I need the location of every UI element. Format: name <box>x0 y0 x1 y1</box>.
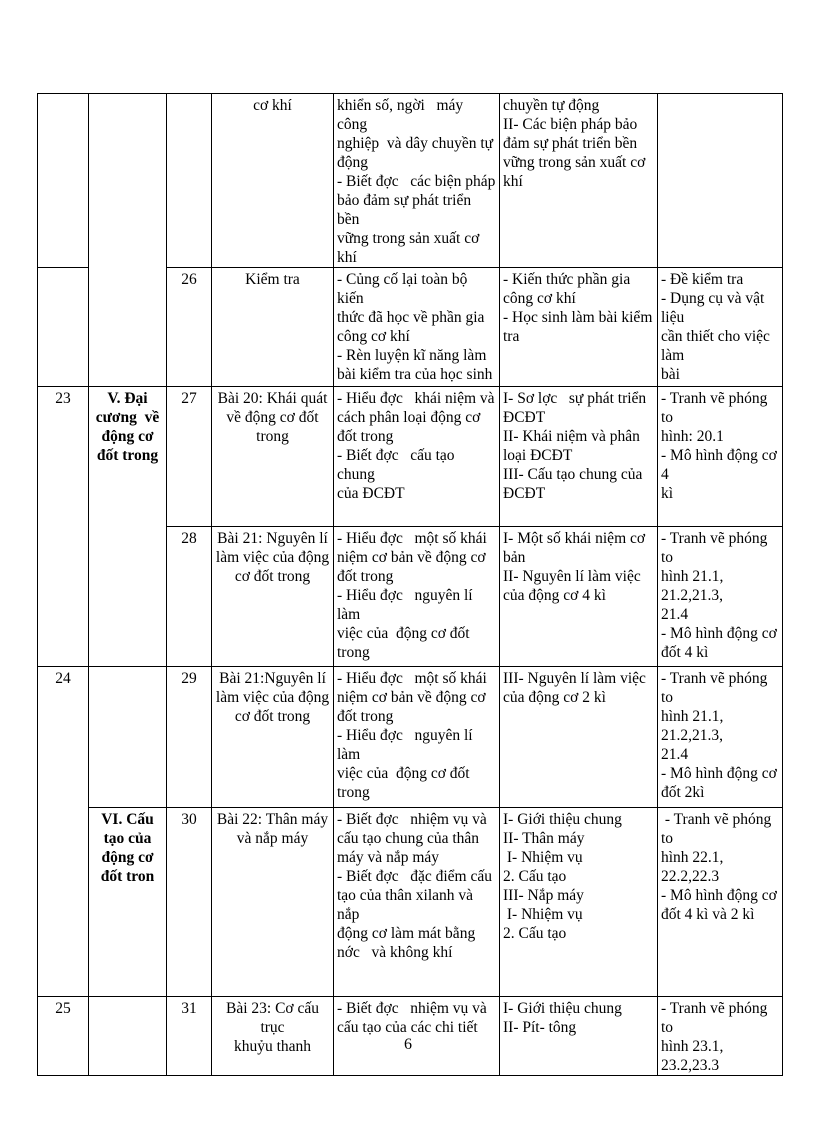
cell-line: bảo đảm sự phát triển bền <box>337 192 475 228</box>
cell-line: vững trong sản xuất cơ khí <box>337 230 484 266</box>
cell-line: động cơ <box>101 849 154 866</box>
cell-line: và nắp máy <box>236 830 309 847</box>
cell-line: trong <box>337 644 370 661</box>
cell-line: II- Khái niệm và phân <box>503 428 640 445</box>
lesson-cell: cơ khí <box>212 94 334 268</box>
week-cell: 25 <box>38 997 89 1076</box>
cell-line: đốt trong <box>337 708 394 725</box>
cell-line: I- Nhiệm vụ <box>503 849 583 866</box>
cell-line: - Tranh vẽ phóng to <box>661 670 772 706</box>
chapter-cell <box>89 667 167 808</box>
objectives-cell <box>334 387 500 527</box>
period-cell: 29 <box>167 667 212 808</box>
cell-line: đốt 4 kì và 2 kì <box>661 906 755 923</box>
cell-line: cần thiết cho việc làm <box>661 328 774 364</box>
period-cell: 31 <box>167 997 212 1076</box>
table-row <box>38 808 783 997</box>
cell-line: làm việc của động <box>215 689 330 706</box>
chapter-cell <box>89 94 167 268</box>
cell-line: trong <box>256 428 289 445</box>
cell-line: - Biết đợc đặc điểm cấu <box>337 868 492 885</box>
materials-cell <box>658 527 783 667</box>
objectives-cell <box>334 268 500 387</box>
lesson-plan-table <box>37 93 783 1076</box>
cell-line: động cơ <box>101 428 154 445</box>
cell-line: việc của động cơ đốt <box>337 765 470 782</box>
week-cell <box>38 94 89 268</box>
cell-line: kì <box>661 485 674 502</box>
cell-line: đốt 2kì <box>661 784 705 801</box>
cell-line: II- Nguyên lí làm việc <box>503 568 641 585</box>
cell-line: đốt trong <box>96 447 159 464</box>
cell-line: - Biết đợc các biện pháp <box>337 173 496 190</box>
cell-line: đốt tron <box>100 868 155 885</box>
cell-line: đốt 4 kì <box>661 644 709 661</box>
cell-line: V. Đại <box>107 390 148 407</box>
cell-line: - Mô hình động cơ 4 <box>661 447 781 483</box>
cell-line: ĐCĐT <box>503 409 546 426</box>
cell-line: - Củng cố lại toàn bộ kiến <box>337 271 472 307</box>
cell-line: Bài 21: Nguyên lí <box>217 530 328 547</box>
cell-line: I- Sơ lợc sự phát triển <box>503 390 647 407</box>
period-cell: 27 <box>167 387 212 527</box>
cell-line: nớc và không khí <box>337 944 453 961</box>
content-cell <box>500 527 658 667</box>
cell-line: - Tranh vẽ phóng to <box>661 1000 772 1036</box>
cell-line: hình 21.1, 21.2,21.3, <box>661 708 728 744</box>
cell-line: I- Giới thiệu chung <box>503 1000 622 1017</box>
lesson-cell: Kiểm tra <box>212 268 334 387</box>
cell-line: - Tranh vẽ phóng to <box>661 390 772 426</box>
cell-line: VI. Cấu <box>101 811 154 828</box>
cell-line: hình 21.1, 21.2,21.3, <box>661 568 728 604</box>
cell-line: của động cơ 4 kì <box>503 587 606 604</box>
cell-line: cấu tạo chung của thân <box>337 830 480 847</box>
chapter-cell <box>89 268 167 387</box>
lesson-cell <box>212 527 334 667</box>
cell-line: ĐCĐT <box>503 485 546 502</box>
cell-line: động cơ làm mát bằng <box>337 925 476 942</box>
cell-line: - Tranh vẽ phóng to <box>661 811 776 847</box>
cell-line: 21.4 <box>661 746 689 763</box>
cell-line: - Mô hình động cơ <box>661 625 777 642</box>
cell-line: I- Nhiệm vụ <box>503 906 583 923</box>
cell-line: 2. Cấu tạo <box>503 925 567 942</box>
cell-line: - Hiểu đợc một số khái <box>337 530 487 547</box>
cell-line: I- Giới thiệu chung <box>503 811 622 828</box>
cell-line: công cơ khí <box>503 290 576 307</box>
cell-line: - Hiểu đợc khái niệm và <box>337 390 495 407</box>
cell-line: bản <box>503 549 526 566</box>
objectives-cell <box>334 667 500 808</box>
cell-line: Bài 22: Thân máy <box>216 811 329 828</box>
objectives-cell <box>334 808 500 997</box>
cell-line: tạo của <box>103 830 152 847</box>
cell-line: thức đã học về phần gia <box>337 309 485 326</box>
materials-cell <box>658 808 783 997</box>
cell-line: của động cơ 2 kì <box>503 689 606 706</box>
cell-line: - Biết đợc cấu tạo chung <box>337 447 459 483</box>
cell-line: - Tranh vẽ phóng to <box>661 530 772 566</box>
period-cell <box>167 94 212 268</box>
cell-line: hình 23.1, 23.2,23.3 <box>661 1038 728 1074</box>
cell-line: bài <box>661 366 680 383</box>
cell-line: hình: 20.1 <box>661 428 724 445</box>
cell-line: tra <box>503 328 520 345</box>
objectives-cell <box>334 94 500 268</box>
cell-line: cơ đốt trong <box>234 568 311 585</box>
cell-line: công cơ khí <box>337 328 410 345</box>
cell-line: trong <box>337 784 370 801</box>
table-row <box>38 387 783 527</box>
lesson-cell <box>212 667 334 808</box>
cell-line: khiển số, ngời máy công <box>337 97 468 133</box>
cell-line: - Biết đợc nhiệm vụ và <box>337 1000 487 1017</box>
cell-line: III- Cấu tạo chung của <box>503 466 643 483</box>
cell-line: - Kiến thức phần gia <box>503 271 631 288</box>
cell-line: 2. Cấu tạo <box>503 868 567 885</box>
page-number: 6 <box>404 1036 412 1053</box>
cell-line: cương về <box>95 409 160 426</box>
table-row <box>38 94 783 268</box>
week-cell: 23 <box>38 387 89 667</box>
lesson-cell <box>212 387 334 527</box>
cell-line: niệm cơ bản về động cơ <box>337 549 486 566</box>
period-cell: 30 <box>167 808 212 997</box>
cell-line: - Rèn luyện kĩ năng làm <box>337 347 487 364</box>
cell-line: chuyền tự động <box>503 97 600 114</box>
content-cell <box>500 268 658 387</box>
cell-line: I- Một số khái niệm cơ <box>503 530 646 547</box>
cell-line: - Hiểu đợc nguyên lí làm <box>337 587 477 623</box>
cell-line: - Hiểu đợc một số khái <box>337 670 487 687</box>
cell-line: - Dụng cụ và vật liệu <box>661 290 769 326</box>
cell-line: tạo của thân xilanh và nắp <box>337 887 477 923</box>
cell-line: - Mô hình động cơ <box>661 765 777 782</box>
cell-line: làm việc của động <box>215 549 330 566</box>
cell-line: 21.4 <box>661 606 689 623</box>
cell-line: đốt trong <box>337 568 394 585</box>
cell-line: II- Các biện pháp bảo <box>503 116 638 133</box>
cell-line: - Biết đợc nhiệm vụ và <box>337 811 487 828</box>
cell-line: Bài 23: Cơ cấu trục <box>226 1000 323 1036</box>
cell-line: đốt trong <box>337 428 394 445</box>
materials-cell <box>658 94 783 268</box>
cell-line: - Mô hình động cơ <box>661 887 777 904</box>
cell-line: khí <box>503 173 523 190</box>
cell-line: Bài 21:Nguyên lí <box>219 670 326 687</box>
cell-line: - Hiểu đợc nguyên lí làm <box>337 727 477 763</box>
content-cell <box>500 808 658 997</box>
cell-line: về động cơ đốt <box>226 409 319 426</box>
lesson-cell <box>212 808 334 997</box>
cell-line: II- Pít- tông <box>503 1019 577 1036</box>
cell-line: cách phân loại động cơ <box>337 409 481 426</box>
cell-line: việc của động cơ đốt <box>337 625 470 642</box>
table-row <box>38 268 783 387</box>
cell-line: khuỷu thanh <box>233 1038 312 1055</box>
cell-line: cơ đốt trong <box>234 708 311 725</box>
cell-line: cấu tạo của các chi tiết <box>337 1019 478 1036</box>
cell-line: hình 22.1, 22.2,22.3 <box>661 849 728 885</box>
content-cell <box>500 387 658 527</box>
cell-line: máy và nắp máy <box>337 849 440 866</box>
cell-line: niệm cơ bản về động cơ <box>337 689 486 706</box>
cell-line: - Đề kiểm tra <box>661 271 744 288</box>
cell-line: II- Thân máy <box>503 830 585 847</box>
table-row <box>38 667 783 808</box>
period-cell: 26 <box>167 268 212 387</box>
cell-line: Bài 20: Khái quát <box>217 390 328 407</box>
materials-cell <box>658 268 783 387</box>
cell-line: của ĐCĐT <box>337 485 405 502</box>
period-cell: 28 <box>167 527 212 667</box>
materials-cell <box>658 667 783 808</box>
chapter-cell <box>89 808 167 997</box>
week-cell: 24 <box>38 667 89 997</box>
cell-line: vững trong sản xuất cơ <box>503 154 646 171</box>
chapter-cell <box>89 387 167 667</box>
cell-line: loại ĐCĐT <box>503 447 573 464</box>
cell-line: bài kiểm tra của học sinh <box>337 366 493 383</box>
cell-line: III- Nguyên lí làm việc <box>503 670 646 687</box>
week-cell <box>38 268 89 387</box>
cell-line: III- Nắp máy <box>503 887 584 904</box>
cell-line: nghiệp và dây chuyền tự <box>337 135 494 152</box>
cell-line: động <box>337 154 368 171</box>
cell-line: - Học sinh làm bài kiểm <box>503 309 653 326</box>
content-cell <box>500 667 658 808</box>
materials-cell <box>658 387 783 527</box>
objectives-cell <box>334 527 500 667</box>
cell-line: đảm sự phát triển bền <box>503 135 638 152</box>
content-cell <box>500 94 658 268</box>
